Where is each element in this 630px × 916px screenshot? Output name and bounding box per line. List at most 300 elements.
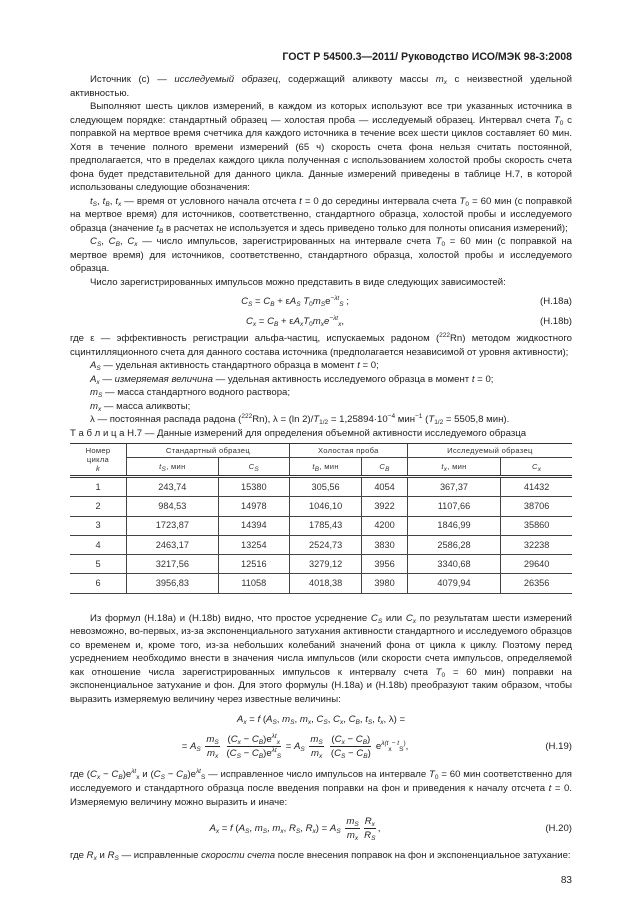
numerator (345, 815, 359, 829)
math-run: m (346, 829, 355, 841)
table-cell: 2586,28 (407, 535, 501, 554)
math-run: t (90, 195, 93, 207)
math-run: A (289, 295, 297, 307)
header-text: цикла (86, 455, 110, 464)
math-run: R (305, 822, 313, 834)
table-cell: 3922 (362, 497, 407, 516)
math-run: m (346, 815, 355, 827)
table-cell: 3279,12 (289, 555, 361, 574)
group-header-standard: Стандартный образец (127, 444, 290, 458)
math-run: B (270, 300, 275, 308)
numerator (309, 733, 323, 747)
text-run: Выполняют шесть циклов измерений, в каждом из которых используют все три указанных источника в следующем порядке: стандартный образец — холостая проба — исследуемый образец. Интервал счета (70, 101, 572, 126)
text-run: Число зарегистрированных импульсов можно представить в виде следующих зависимостей: (90, 276, 506, 288)
text-run: ( (226, 747, 230, 759)
text-run: и (96, 850, 108, 862)
math-run: −4 (387, 413, 396, 420)
math-run: 0 (465, 200, 470, 208)
cell-cycle-number: 1 (70, 477, 127, 497)
text-run: = (181, 740, 190, 752)
text-run: − (344, 733, 356, 745)
document-header: ГОСТ Р 54500.3—2011/ Руководство ИСО/МЭК 98-3:2008 (282, 51, 572, 63)
math-run: −λt (330, 294, 340, 302)
fraction (330, 733, 371, 760)
math-run: −1 (415, 413, 423, 420)
math-run: C (267, 315, 274, 327)
math-run: C (355, 733, 363, 745)
math-run: B (115, 241, 120, 248)
table-row (70, 497, 572, 516)
measurement-table (70, 443, 572, 594)
math-run: x (96, 378, 100, 386)
math-run: C (405, 612, 413, 624)
math-run: S (371, 834, 376, 842)
equation-number: (Н.19) (545, 740, 572, 752)
math-run: 0 (434, 774, 439, 782)
math-run: S (160, 774, 165, 782)
equation-body (70, 713, 572, 727)
math-run: C (251, 733, 259, 745)
math-run: S (262, 827, 268, 835)
math-run: t (299, 195, 302, 207)
text-run: e (325, 295, 331, 307)
text-run: с неизвестной удельной активностью. (70, 74, 572, 99)
cell-cycle-number: 6 (70, 574, 127, 593)
math-run: A (238, 822, 245, 834)
math-run: R (364, 829, 372, 841)
math-run: x (299, 320, 304, 328)
text-run: = 5505,8 мин). (443, 414, 510, 425)
math-run: S (295, 827, 301, 835)
math-run: S (354, 820, 359, 828)
text-run: = 60 мин (с поправкой на мертвое время) для источников, соответственно, стандартного образца, холостой пробы и исследуемого образца. (70, 236, 572, 274)
math-run: x (339, 719, 344, 727)
text-run: = 60 мин (с поправкой на мертвое время) для источников, соответственно, стандартного образца, холостой пробы и исследуемого образца (значение (70, 195, 572, 234)
page-number: 83 (560, 874, 572, 886)
text-run: e (375, 740, 382, 752)
math-run: S (367, 719, 373, 727)
math-run: e (323, 315, 330, 327)
math-run: t (115, 195, 119, 207)
math-run: x (96, 774, 101, 782)
math-run: A (209, 822, 216, 834)
math-run: x (252, 320, 257, 328)
text-run: и ( (139, 769, 154, 781)
table-cell: 3340,68 (407, 555, 501, 574)
math-run: x (318, 752, 323, 760)
math-run: ) (403, 739, 406, 747)
fraction (309, 733, 323, 760)
text-run: )e (263, 747, 272, 759)
math-run: T (428, 414, 435, 425)
math-run: t (159, 462, 162, 471)
table-cell: 4200 (362, 516, 407, 535)
math-run: t (548, 783, 552, 795)
math-run: T (313, 414, 320, 425)
table-cell: 13254 (218, 535, 289, 554)
math-run: T (553, 114, 560, 126)
definition-list-item (70, 386, 572, 400)
math-run: t (156, 222, 159, 234)
math-run: x (443, 79, 448, 86)
table-cell: 3830 (362, 535, 407, 554)
math-run: m (90, 400, 98, 412)
text-run: = (256, 315, 268, 327)
denominator (347, 829, 358, 842)
math-run: S (114, 855, 119, 863)
math-run: x (371, 820, 375, 828)
equation-body (70, 733, 520, 760)
table-cell: 14978 (218, 497, 289, 516)
math-run (378, 823, 381, 834)
math-run: S (339, 300, 344, 308)
table-cell: 35860 (501, 516, 572, 535)
math-run: S (272, 719, 277, 727)
math-run: x (388, 745, 392, 753)
equation-h18a (70, 292, 572, 311)
math-run: A (293, 740, 301, 752)
math-run: B (158, 227, 164, 235)
text-run: ; (343, 295, 349, 307)
math-run: C (263, 295, 271, 307)
math-run: S (96, 241, 102, 248)
math-run: C (245, 315, 253, 327)
text-run: , (283, 822, 289, 834)
math-run: S (399, 745, 404, 753)
math-run: B (274, 320, 279, 328)
math-run: f (257, 714, 261, 726)
math-run: x (276, 738, 280, 746)
fraction (345, 815, 359, 842)
math-run: C (241, 295, 249, 307)
denominator (226, 747, 281, 760)
text-run: — исправленное число импульсов на интервале (205, 769, 430, 781)
group-header-sample: Исследуемый образец (407, 444, 572, 458)
math-run: T (303, 295, 310, 307)
math-run: x (312, 827, 316, 835)
math-run: x (341, 738, 345, 746)
text-run: − (240, 733, 252, 745)
math-run: x (443, 466, 448, 473)
paragraph-epsilon (70, 332, 572, 359)
numerator (205, 733, 219, 747)
math-run: B (362, 738, 368, 746)
math-run: 0 (441, 671, 446, 679)
table-cell: 2463,17 (127, 535, 219, 554)
definition-list-item (70, 373, 572, 387)
equation-h20 (70, 811, 572, 845)
math-run: B (314, 466, 320, 473)
math-run: m (206, 733, 215, 745)
header-text: k (95, 464, 101, 473)
math-run: 0 (441, 241, 446, 248)
math-run: B (183, 774, 188, 782)
table-row (70, 535, 572, 554)
math-run: S (276, 752, 282, 760)
text-run: + ε (278, 315, 294, 327)
text-run: , (372, 714, 378, 726)
math-run: R (288, 822, 296, 834)
text-run: ) (367, 747, 371, 759)
fraction (364, 815, 376, 842)
text-run: , (101, 236, 109, 247)
equation-ax-function (70, 710, 572, 729)
column-header (127, 458, 219, 477)
table-cell: 4018,38 (289, 574, 361, 593)
table-cell: 11058 (218, 574, 289, 593)
text-run: — удельная активность исследуемого образца в момент (212, 373, 472, 385)
math-run: C (334, 733, 342, 745)
text-run: — удельная активность стандартного образца в момент (100, 360, 358, 371)
math-run: S (196, 745, 201, 753)
math-run: B (363, 752, 368, 760)
math-run: S (236, 752, 241, 760)
math-run: t (441, 462, 444, 471)
text-run: или (382, 612, 406, 624)
text-run: = 1,25894·10 (328, 414, 388, 425)
table-cell: 1107,66 (407, 497, 501, 516)
text-run: Rn), λ = (ln 2)/ (252, 414, 314, 425)
body-text-top (70, 73, 572, 440)
math-run: 222 (241, 413, 253, 420)
math-run: t (377, 714, 381, 726)
math-run: m (312, 295, 321, 307)
table-cell: 3980 (362, 574, 407, 593)
math-run: 0 (309, 300, 313, 308)
text-run: = 0; (474, 373, 494, 385)
math-run: S (296, 300, 301, 308)
text-run: — масса стандартного водного раствора; (102, 387, 291, 398)
math-run: − t (391, 739, 400, 747)
math-run: f (230, 822, 233, 834)
math-run: m (435, 74, 444, 85)
math-run: S (248, 300, 253, 308)
table-cell: 26356 (501, 574, 572, 593)
math-run: C (230, 733, 238, 745)
text-run: )e (187, 769, 196, 781)
math-run: C (531, 462, 538, 471)
math-run: C (108, 236, 116, 247)
math-run: 1/2 (319, 419, 329, 426)
math-run: A (293, 315, 300, 327)
paragraph-corrected-counts (70, 768, 572, 810)
column-header-cycle (70, 444, 127, 477)
math-run: m (312, 315, 321, 327)
paragraph-corrected-rates (70, 849, 572, 863)
math-run: A (90, 360, 97, 371)
math-run (376, 741, 408, 752)
table-caption: Т а б л и ц а Н.7 — Данные измерений для определения объемной активности исследуемого образца (70, 427, 527, 439)
table-row (70, 574, 572, 593)
table-row (70, 516, 572, 535)
table-row (70, 555, 572, 574)
math-run: B (258, 752, 264, 760)
math-run: m (282, 714, 291, 726)
definition-times (70, 195, 572, 236)
text-run: в расчетах не используется и здесь приведено только для полноты описания измерений); (163, 222, 568, 234)
text-run: где (70, 850, 87, 862)
math-run: S (245, 827, 250, 835)
math-run: C (229, 747, 237, 759)
text-run: , (267, 822, 273, 834)
definition-list-item (70, 359, 572, 373)
paragraph-averaging (70, 612, 572, 707)
text-run: , (377, 822, 381, 834)
math-run: C (316, 714, 324, 726)
cell-cycle-number: 4 (70, 535, 127, 554)
math-run: t (471, 373, 475, 385)
column-header (407, 458, 501, 477)
math-run: C (333, 714, 340, 726)
math-run: t (357, 360, 360, 371)
table-cell: 243,74 (127, 477, 219, 497)
column-header (362, 458, 407, 477)
definition-counts (70, 235, 572, 276)
numerator (364, 815, 376, 829)
table-cell: 4054 (362, 477, 407, 497)
math-run: R (364, 815, 372, 827)
table-cell: 1846,99 (407, 516, 501, 535)
text-run: по результатам шести измерений невозможно, во-первых, из-за экспоненциального затухания активности стандартного и исследуемого образцов со временем и, кроме того, из-за небольших колебаний значений фона от цикла к циклу. Поэтому перед усреднением необходимо внести в значения числа импульсов (или скорости счета импульсов, определяемой как отношение числа зарегистрированных импульсов к интервалу счета (70, 612, 572, 678)
paragraph-measurement-cycles (70, 100, 572, 195)
math-run: A (236, 714, 244, 726)
math-run: S (201, 774, 206, 782)
math-run: x (354, 834, 359, 842)
math-run: S (323, 719, 328, 727)
text-run: , (405, 740, 409, 752)
math-run: x (93, 855, 97, 863)
table-cell: 29640 (501, 555, 572, 574)
math-run: x (537, 466, 542, 473)
math-run: B (105, 200, 110, 208)
math-run: S (336, 827, 341, 835)
text-run: ( (330, 747, 335, 759)
math-run: m (254, 822, 263, 834)
math-run: 222 (439, 332, 450, 339)
math-run: S (98, 392, 103, 399)
math-run: C (348, 714, 356, 726)
math-run: C (176, 769, 184, 781)
table-cell: 14394 (218, 516, 289, 535)
equation-body (70, 315, 520, 329)
math-run: C (127, 236, 135, 247)
table-cell: 3956 (362, 555, 407, 574)
paragraph-source-c (70, 73, 572, 100)
cell-cycle-number: 3 (70, 516, 127, 535)
text-run: , (343, 714, 349, 726)
math-run: S (92, 200, 98, 208)
math-run: λt (271, 746, 277, 754)
math-run: x (380, 719, 384, 727)
definition-list-item (70, 400, 572, 414)
math-run: C (356, 747, 364, 759)
math-run: x (338, 320, 342, 328)
text-run: , (276, 714, 283, 726)
math-run: x (237, 738, 241, 746)
cell-cycle-number: 5 (70, 555, 127, 574)
math-run: S (254, 466, 260, 473)
math-run: 1/2 (434, 419, 444, 426)
fraction (226, 733, 281, 760)
math-run (182, 741, 201, 752)
text-run: − (100, 769, 112, 781)
text-run: , содержащий аликвоту массы (277, 74, 436, 85)
table-cell: 1785,43 (289, 516, 361, 535)
denominator (311, 747, 322, 760)
math-run: A (329, 822, 337, 834)
math-run: C (153, 769, 161, 781)
text-run: — число импульсов, зарегистрированных на интервале счета (137, 236, 436, 247)
table-cell: 15380 (218, 477, 289, 497)
table-cell: 1723,87 (127, 516, 219, 535)
text-run: − (164, 769, 177, 781)
table-cell: 1046,10 (289, 497, 361, 516)
text-run: с поправкой на мертвое время счетчика для каждого источника в течение всех шести циклов составляет 60 мин. Хотя в течение полного времени измерений (65 ч) скорость счета фона нельзя считать постоянной, предполагается, что в пределах каждого цикла полученная с использованием холостой пробы скорость счета фона будет представительной для данного цикла. Данные измерений приведены в таблице Н.7, в которой использованы следующие обозначения: (70, 114, 572, 193)
math-run: T (303, 315, 310, 327)
equation-h18b (70, 312, 572, 331)
equation-body (70, 815, 520, 842)
cell-cycle-number: 2 (70, 497, 127, 516)
math-run: t (365, 714, 368, 726)
denominator (364, 829, 375, 842)
text-run: — (99, 373, 115, 385)
math-run: 0 (309, 320, 313, 328)
text-run: = (246, 714, 258, 726)
math-run: C (370, 612, 378, 624)
math-run: m (299, 714, 308, 726)
math-run: x (412, 617, 417, 625)
text-run: λ — постоянная распада радона ( (90, 414, 242, 425)
text-run: ( (227, 733, 231, 745)
fraction (205, 733, 219, 760)
text-run: + ε (274, 295, 290, 307)
text-run: , (119, 236, 128, 247)
math-run: B (385, 466, 390, 473)
body-text-bottom (70, 612, 572, 863)
text-run: где ( (70, 769, 91, 781)
math-run: m (310, 733, 319, 745)
group-header-blank: Холостая проба (289, 444, 407, 458)
math-run: S (318, 738, 323, 746)
math-run: C (90, 769, 97, 781)
table-cell: 41432 (501, 477, 572, 497)
math-run: x (118, 200, 122, 208)
math-run: 0 (559, 119, 564, 127)
math-run: S (300, 745, 305, 753)
math-run: C (90, 236, 97, 247)
math-run: t (102, 195, 106, 207)
text-run: = (252, 295, 264, 307)
text-run: , мин (319, 462, 339, 471)
text-run: ( (331, 733, 335, 745)
math-run: B (118, 774, 123, 782)
math-run: x (214, 752, 219, 760)
text-run: — исправленные (118, 850, 202, 862)
math-run: R (107, 850, 115, 862)
text-run: Источник (с) — (90, 74, 175, 85)
math-run: x (215, 827, 220, 835)
math-run (209, 823, 340, 834)
table-cell: 3956,83 (127, 574, 219, 593)
table-row (70, 477, 572, 497)
math-run: m (206, 747, 215, 759)
numerator (227, 733, 281, 747)
column-header (501, 458, 572, 477)
text-run: — время от условного начала отсчета (121, 195, 300, 207)
text-run: , λ) = (383, 714, 406, 726)
math-run: −λt (329, 314, 339, 322)
text-run: ( (260, 714, 267, 726)
